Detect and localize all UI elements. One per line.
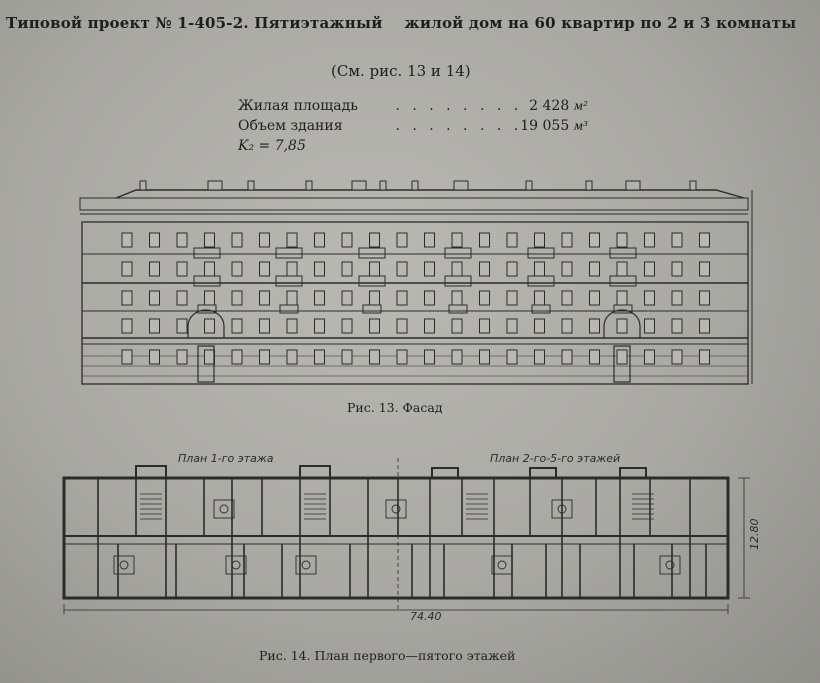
- stat-coefficient: K₂ = 7,85: [238, 138, 306, 154]
- dimension-width-label: 74.40: [410, 610, 442, 623]
- leader-dots: . . . . . . . .: [395, 118, 523, 134]
- bathroom-fixture: [214, 500, 234, 518]
- bathroom-fixture: [232, 561, 240, 569]
- figure-13-caption: Рис. 13. Фасад: [347, 400, 443, 415]
- bathroom-fixture: [660, 556, 680, 574]
- bathroom-fixture: [386, 500, 406, 518]
- title-part-1: Типовой проект № 1-405-2. Пятиэтажный: [6, 14, 383, 32]
- dimension-depth-label: 12.80: [748, 518, 761, 550]
- stat-value: 2 428: [529, 98, 570, 114]
- bathroom-fixture: [296, 556, 316, 574]
- leader-dots: . . . . . . . .: [395, 98, 523, 114]
- staircase: [140, 494, 162, 519]
- bathroom-fixture: [220, 505, 228, 513]
- stat-unit: м³: [573, 119, 588, 133]
- staircase: [304, 494, 326, 519]
- bathroom-fixture: [492, 556, 512, 574]
- plan-label-upper-floors: План 2-го-5-го этажей: [490, 452, 621, 465]
- stat-unit: м²: [573, 99, 588, 113]
- bathroom-fixture: [226, 556, 246, 574]
- plan-label-ground-floor: План 1-го этажа: [178, 452, 274, 465]
- bathroom-fixture: [302, 561, 310, 569]
- bathroom-fixture: [498, 561, 506, 569]
- bathroom-fixture: [120, 561, 128, 569]
- staircase: [466, 494, 488, 519]
- title-part-2: жилой дом на 60 квартир по 2 и 3 комнаты: [404, 14, 797, 32]
- stat-value: 19 055: [520, 118, 570, 134]
- plan-outer-wall: [64, 478, 728, 598]
- stat-label: Жилая площадь: [238, 98, 358, 114]
- stat-label: Объем здания: [238, 118, 343, 134]
- figure-reference: (См. рис. 13 и 14): [331, 62, 471, 80]
- bathroom-fixture: [114, 556, 134, 574]
- figure-14-caption: Рис. 14. План первого—пятого этажей: [259, 648, 516, 663]
